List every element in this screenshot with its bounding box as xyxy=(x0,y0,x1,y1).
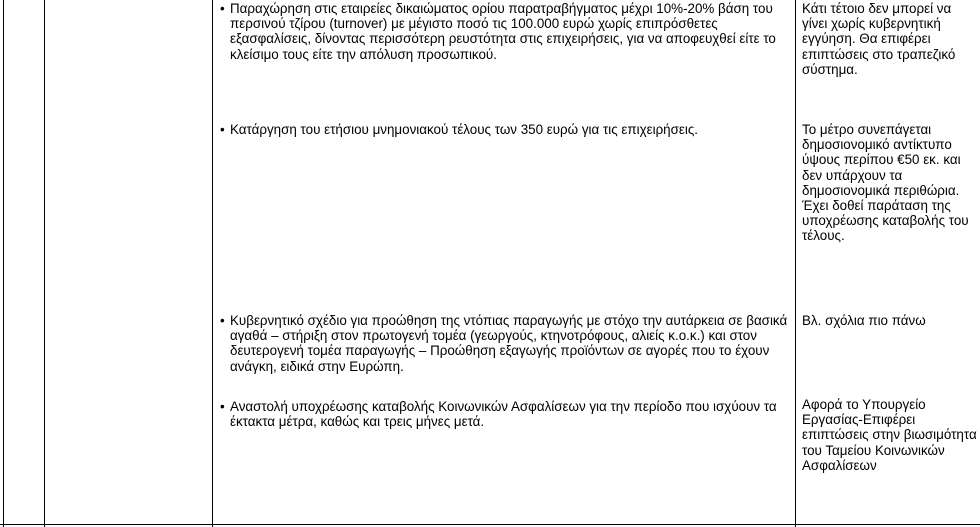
column-divider-1 xyxy=(44,0,45,527)
column-divider-3 xyxy=(795,0,796,527)
column-divider-2 xyxy=(212,0,213,527)
comment-text: Το μέτρο συνεπάγεται δημοσιονομικό αντίκτυπο ύψους περίπου €50 εκ. και δεν υπάρχουν τα δημοσιονομικά περιθώρια. Έχει δοθεί παράταση της υποχρέωσης καταβολής του τέλους. xyxy=(802,122,969,244)
proposal-item xyxy=(220,1,790,62)
proposal-text: Κατάργηση του ετήσιου μνημονιακού τέλους των 350 ευρώ για τις επιχειρήσεις. xyxy=(230,122,699,137)
comment-text: Αφορά το Υπουργείο Εργασίας-Επιφέρει επιπτώσεις στην βιωσιμότητα του Ταμείου Κοινωνικών Ασφαλίσεων xyxy=(802,397,977,473)
comment-text: Βλ. σχόλια πιο πάνω xyxy=(802,313,926,328)
table-border-left xyxy=(3,0,4,527)
bullet-icon: • xyxy=(220,313,225,328)
bullet-icon: • xyxy=(220,399,225,414)
bullet-icon: • xyxy=(220,122,225,137)
proposal-text: Αναστολή υποχρέωσης καταβολής Κοινωνικών Ασφαλίσεων για την περίοδο που ισχύουν τα έκτακτα μέτρα, καθώς και τρεις μήνες μετά. xyxy=(230,399,777,430)
proposal-item xyxy=(220,122,790,137)
proposal-item xyxy=(220,399,790,429)
bullet-icon: • xyxy=(220,1,225,16)
proposal-text: Κυβερνητικό σχέδιο για προώθηση της ντόπιας παραγωγής με στόχο την αυτάρκεια σε βασικά αγαθά – στήριξη στον πρωτογενή τομέα (γεωργούς, κτηνοτρόφους, αλιείς κ.ο.κ.) και στον δευτερογενή τομέα παραγωγής – Προώθηση εξαγωγής προϊόντων σε αγορές που το έχουν ανάγκη, ειδικά στην Ευρώπη. xyxy=(230,313,788,374)
proposal-item xyxy=(220,313,790,374)
comment-text: Κάτι τέτοιο δεν μπορεί να γίνει χωρίς κυβερνητική εγγύηση. Θα επιφέρει επιπτώσεις στο τραπεζικό σύστημα. xyxy=(802,1,956,77)
table-border-bottom xyxy=(0,524,980,525)
proposal-text: Παραχώρηση στις εταιρείες δικαιώματος ορίου παρατραβήγματος μέχρι 10%-20% βάση του περσινού τζίρου (turnover) με μέγιστο ποσό τις 100.000 ευρώ χωρίς επιπρόσθετες εξασφαλίσεις, δίνοντας περισσότερη ρευστότητα στις επιχειρήσεις, για να αποφευχθεί είτε το κλείσιμο τους είτε την απόλυση προσωπικού. xyxy=(230,1,776,62)
